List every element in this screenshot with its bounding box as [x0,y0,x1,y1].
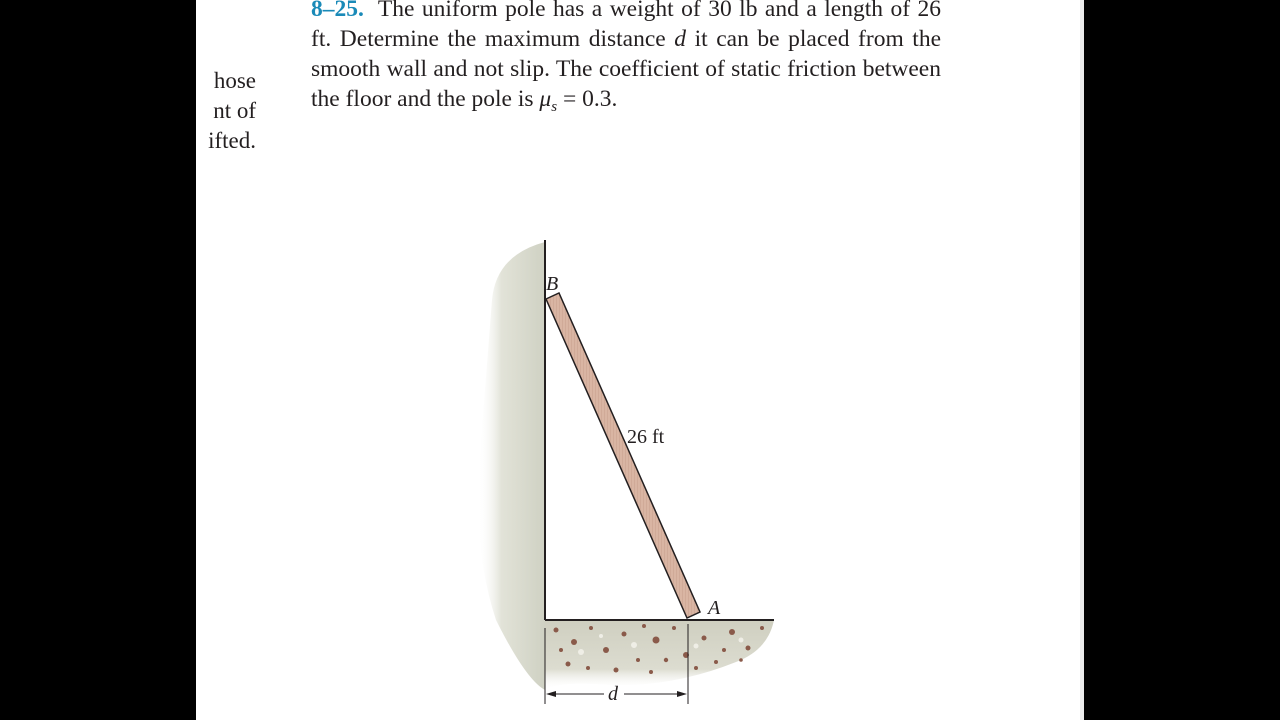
ground-fill [545,620,774,690]
problem-text-2: it can be placed from the smooth wall and not slip. The coefficient of static friction between the floor and the pole is [311,26,942,112]
problem-number: 8–25. [311,0,364,22]
fragment-line: hose [213,68,256,93]
dim-arrow-left-icon [546,691,556,697]
length-label: 26 ft [627,426,665,448]
fragment-line: ifted. [208,128,256,153]
page-edge [1080,0,1084,720]
problem-text-3: = 0.3. [557,86,618,112]
pole-diagram [196,0,1084,720]
fragment-line: nt of [213,98,256,123]
label-A: A [708,597,721,619]
variable-d: d [674,26,687,52]
textbook-page [196,0,1084,720]
pole [546,293,700,618]
label-B: B [546,273,559,295]
dimension-d-label: d [608,683,618,705]
dim-arrow-right-icon [677,691,687,697]
wall-shading [478,242,545,690]
mu-subscript: s [551,99,558,115]
mu-symbol: μ [539,86,552,112]
problem-text-1: The uniform pole has a weight of 30 lb and a length of 26 ft. Determine the maximum distance [311,0,941,52]
